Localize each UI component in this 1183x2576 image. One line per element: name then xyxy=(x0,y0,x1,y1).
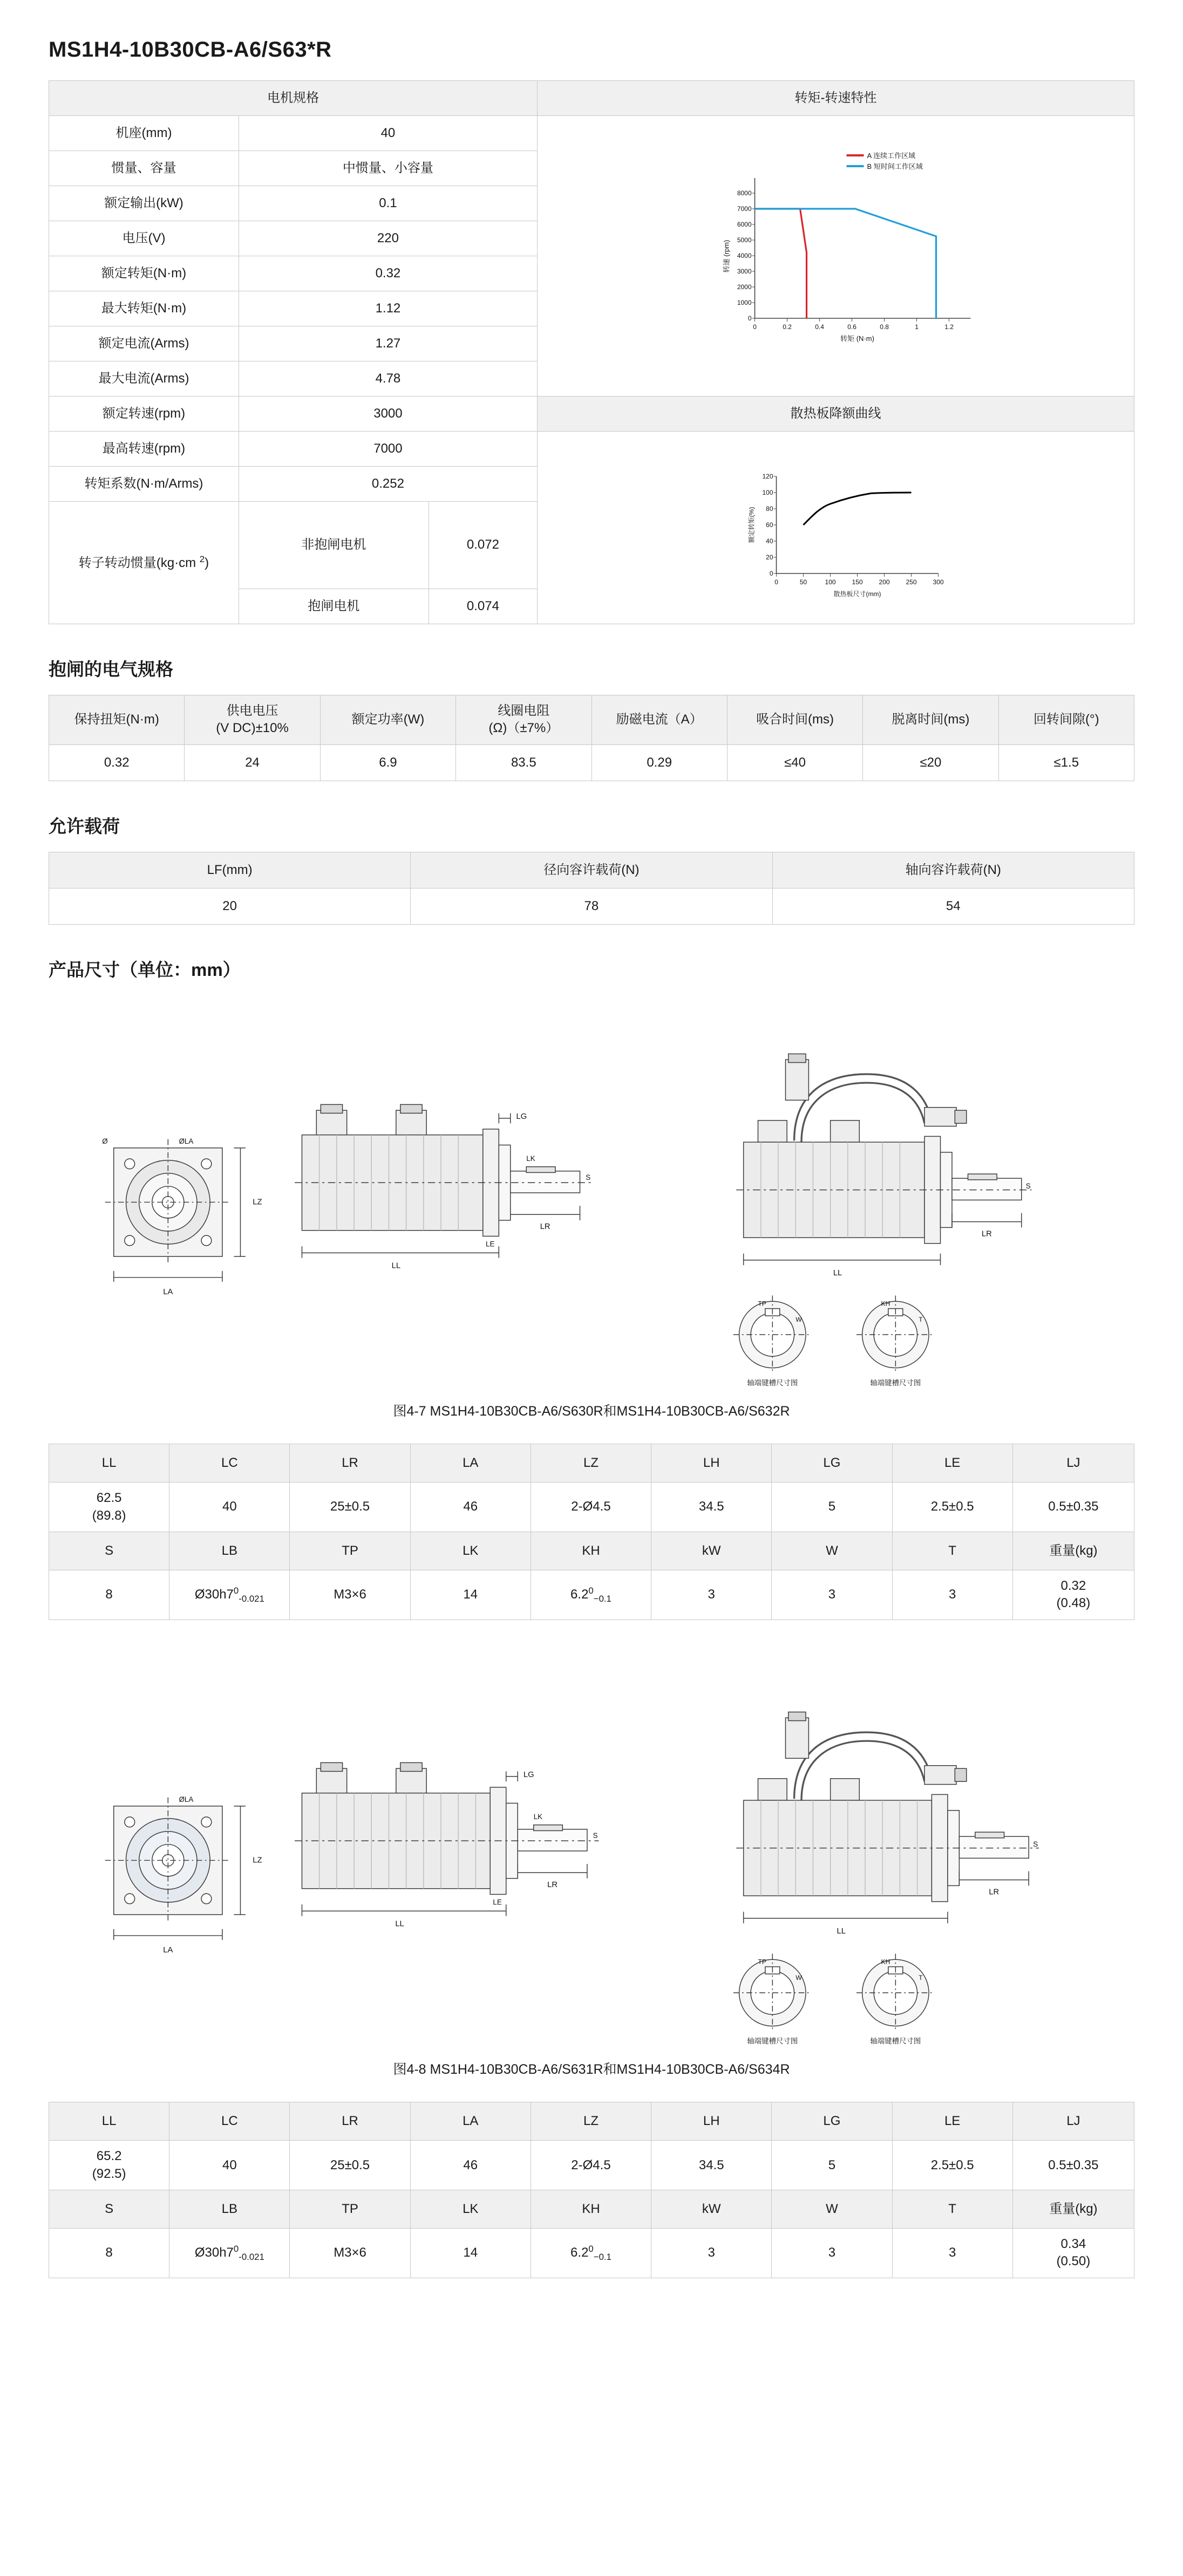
spec-value: 1.12 xyxy=(239,291,537,326)
brake-header-3-line1: 线圈电阻 xyxy=(498,703,550,718)
brake-section-title: 抱闸的电气规格 xyxy=(49,659,173,679)
load-section-title: 允许载荷 xyxy=(49,816,120,836)
dim1-value2-5: 3 xyxy=(651,1570,772,1620)
table-row xyxy=(49,888,1134,924)
svg-text:0.2: 0.2 xyxy=(783,323,792,331)
table-row xyxy=(49,1570,1134,1620)
svg-text:S: S xyxy=(586,1173,591,1181)
dim1-header-8: LJ xyxy=(1012,1444,1134,1482)
svg-text:轴端键槽尺寸图: 轴端键槽尺寸图 xyxy=(870,1378,921,1387)
svg-text:LR: LR xyxy=(540,1222,550,1231)
allowable-load-table xyxy=(49,852,1134,925)
dim2-value2-7: 3 xyxy=(892,2229,1012,2278)
dim1-value-6: 5 xyxy=(772,1482,892,1532)
table-row xyxy=(49,852,1134,888)
dim2-lb-sup: 0 xyxy=(233,2243,239,2254)
heat-derating-chart-cell xyxy=(537,432,1134,624)
table-row xyxy=(49,116,1134,151)
dim2-header2-1: LB xyxy=(169,2190,290,2229)
dim1-header2-1: LB xyxy=(169,1532,290,1570)
load-value-2: 54 xyxy=(772,888,1134,924)
svg-text:T: T xyxy=(919,1973,923,1981)
dim2-value-5: 34.5 xyxy=(651,2141,772,2190)
brake-value-1: 24 xyxy=(185,744,320,781)
spec-value: 1.27 xyxy=(239,326,537,361)
svg-text:S: S xyxy=(593,1831,598,1840)
spec-value: 0.1 xyxy=(239,186,537,221)
spec-value: 40 xyxy=(239,116,537,151)
table-row xyxy=(49,695,1134,745)
load-value-0: 20 xyxy=(49,888,411,924)
svg-text:轴端键槽尺寸图: 轴端键槽尺寸图 xyxy=(870,2037,921,2045)
svg-text:LZ: LZ xyxy=(253,1856,262,1865)
dim1-header-0: LL xyxy=(49,1444,169,1482)
dim1-value-1: 40 xyxy=(169,1482,290,1532)
figure-caption-2: 图4-8 MS1H4-10B30CB-A6/S631R和MS1H4-10B30CB-A6/S634R xyxy=(393,2062,790,2078)
brake-header-0: 保持扭矩(N·m) xyxy=(49,695,185,745)
svg-text:8000: 8000 xyxy=(737,189,752,197)
spec-label: 惯量、容量 xyxy=(49,151,239,186)
dim1-value-4: 2-Ø4.5 xyxy=(531,1482,651,1532)
dim1-header-3: LA xyxy=(410,1444,531,1482)
dim2-weight-sub: (0.50) xyxy=(1056,2254,1091,2269)
dim1-lb-main: Ø30h7 xyxy=(194,1587,234,1602)
dim2-header-0: LL xyxy=(49,2102,169,2141)
dim1-kh-sup: 0 xyxy=(588,1585,594,1596)
dim2-weight xyxy=(1012,2229,1134,2278)
heat-derating-chart xyxy=(540,439,1132,617)
dim2-value2-2: M3×6 xyxy=(290,2229,410,2278)
load-header-0: LF(mm) xyxy=(49,852,411,888)
dim1-value-3: 46 xyxy=(410,1482,531,1532)
spec-label: 额定转矩(N·m) xyxy=(49,256,239,291)
svg-text:250: 250 xyxy=(906,578,917,586)
svg-text:1: 1 xyxy=(915,323,919,331)
dim1-header2-6: W xyxy=(772,1532,892,1570)
dim2-kh-sup: 0 xyxy=(588,2243,594,2254)
dim2-header-2: LR xyxy=(290,2102,410,2141)
svg-text:ØLA: ØLA xyxy=(179,1137,194,1145)
dim2-kh-sub: −0.1 xyxy=(593,2251,611,2262)
figure-4-8 xyxy=(49,1669,1134,2078)
dim1-weight-sub: (0.48) xyxy=(1056,1596,1091,1611)
spec-label: 最高转速(rpm) xyxy=(49,432,239,467)
svg-text:LK: LK xyxy=(526,1154,535,1163)
svg-text:3000: 3000 xyxy=(737,267,752,275)
svg-text:100: 100 xyxy=(762,489,773,496)
svg-text:额定转矩(%): 额定转矩(%) xyxy=(747,507,756,543)
svg-text:1000: 1000 xyxy=(737,298,752,306)
load-value-1: 78 xyxy=(411,888,772,924)
svg-text:Ø: Ø xyxy=(102,1137,108,1145)
dim2-header2-3: LK xyxy=(410,2190,531,2229)
spec-value: 中惯量、小容量 xyxy=(239,151,537,186)
dim2-header-4: LZ xyxy=(531,2102,651,2141)
dim1-value2-7: 3 xyxy=(892,1570,1012,1620)
dim2-value-1: 40 xyxy=(169,2141,290,2190)
dim1-header2-0: S xyxy=(49,1532,169,1570)
brake-value-3: 83.5 xyxy=(456,744,592,781)
dim2-value2-5: 3 xyxy=(651,2229,772,2278)
svg-text:LL: LL xyxy=(395,1919,404,1929)
dim2-header-5: LH xyxy=(651,2102,772,2141)
dim1-value-0-sub: (89.8) xyxy=(92,1508,126,1523)
page-title: MS1H4-10B30CB-A6/S63*R xyxy=(49,38,332,62)
spec-value: 7000 xyxy=(239,432,537,467)
svg-text:转矩 (N·m): 转矩 (N·m) xyxy=(840,334,874,343)
dim2-header-8: LJ xyxy=(1012,2102,1134,2141)
svg-text:0: 0 xyxy=(747,314,752,322)
dim1-header2-2: TP xyxy=(290,1532,410,1570)
dim2-value-0 xyxy=(49,2141,169,2190)
svg-text:S: S xyxy=(1025,1181,1031,1190)
dim2-value-2: 25±0.5 xyxy=(290,2141,410,2190)
torque-speed-svg xyxy=(540,140,1132,372)
svg-text:LL: LL xyxy=(391,1261,401,1270)
dim2-header2-4: KH xyxy=(531,2190,651,2229)
svg-text:LG: LG xyxy=(516,1112,527,1121)
dim1-weight-main: 0.32 xyxy=(1060,1579,1086,1594)
dimension-section-title: 产品尺寸（单位：mm） xyxy=(49,959,241,980)
svg-text:0.4: 0.4 xyxy=(815,323,824,331)
dim1-value-5: 34.5 xyxy=(651,1482,772,1532)
dim1-value-2: 25±0.5 xyxy=(290,1482,410,1532)
table-row xyxy=(49,1482,1134,1532)
dim1-value2-4 xyxy=(531,1570,651,1620)
dim2-value2-4 xyxy=(531,2229,651,2278)
brake-header-5: 吸合时间(ms) xyxy=(727,695,862,745)
svg-text:LR: LR xyxy=(989,1888,1000,1897)
brake-spec-table xyxy=(49,695,1134,781)
table-row xyxy=(49,81,1134,116)
dim1-header-5: LH xyxy=(651,1444,772,1482)
dim2-value-6: 5 xyxy=(772,2141,892,2190)
inertia-item-label: 非抱闸电机 xyxy=(239,502,429,589)
svg-text:LL: LL xyxy=(837,1926,846,1936)
dim2-header-3: LA xyxy=(410,2102,531,2141)
brake-header-7: 回转间隙(°) xyxy=(998,695,1134,745)
load-header-1: 径向容许载荷(N) xyxy=(411,852,772,888)
dim2-value-4: 2-Ø4.5 xyxy=(531,2141,651,2190)
svg-text:0.6: 0.6 xyxy=(847,323,856,331)
dim1-header-1: LC xyxy=(169,1444,290,1482)
svg-text:7000: 7000 xyxy=(737,204,752,213)
figure-4-7 xyxy=(49,1010,1134,1420)
svg-text:LA: LA xyxy=(163,1287,173,1296)
brake-value-0: 0.32 xyxy=(49,744,185,781)
dim1-value2-3: 14 xyxy=(410,1570,531,1620)
dim1-header-7: LE xyxy=(892,1444,1012,1482)
svg-text:W: W xyxy=(796,1973,802,1981)
spec-label: 机座(mm) xyxy=(49,116,239,151)
table-row xyxy=(49,397,1134,432)
brake-header-4: 励磁电流（A） xyxy=(592,695,727,745)
dim1-value-8: 0.5±0.35 xyxy=(1012,1482,1134,1532)
svg-text:0: 0 xyxy=(769,570,773,577)
dim2-value2-1 xyxy=(169,2229,290,2278)
dimension-table-1 xyxy=(49,1444,1134,1620)
svg-text:T: T xyxy=(919,1315,923,1323)
dim1-header2-3: LK xyxy=(410,1532,531,1570)
spec-value: 220 xyxy=(239,221,537,256)
table-row xyxy=(49,744,1134,781)
heat-derating-header: 散热板降额曲线 xyxy=(537,397,1134,432)
inertia-item-value: 0.074 xyxy=(429,589,537,624)
table-row xyxy=(49,2141,1134,2190)
spec-value: 0.32 xyxy=(239,256,537,291)
dim2-header2-0: S xyxy=(49,2190,169,2229)
brake-header-3-line2: (Ω)（±7%） xyxy=(488,721,559,736)
dim2-header2-5: kW xyxy=(651,2190,772,2229)
dim1-lb-sup: 0 xyxy=(233,1585,239,1596)
brake-value-6: ≤20 xyxy=(863,744,998,781)
dim1-value2-6: 3 xyxy=(772,1570,892,1620)
dim2-value-0-sub: (92.5) xyxy=(92,2166,126,2181)
svg-text:80: 80 xyxy=(766,505,773,513)
brake-header-1-line2: (V DC)±10% xyxy=(216,721,289,736)
dim1-header-6: LG xyxy=(772,1444,892,1482)
svg-text:6000: 6000 xyxy=(737,220,752,228)
svg-text:40: 40 xyxy=(766,537,773,545)
spec-value: 4.78 xyxy=(239,361,537,397)
brake-value-7: ≤1.5 xyxy=(998,744,1134,781)
svg-text:120: 120 xyxy=(762,473,773,480)
dim2-header2-6: W xyxy=(772,2190,892,2229)
svg-text:TP: TP xyxy=(758,1958,766,1966)
dim1-header2-4: KH xyxy=(531,1532,651,1570)
inertia-item-label: 抱闸电机 xyxy=(239,589,429,624)
svg-text:LR: LR xyxy=(981,1229,992,1239)
svg-text:2000: 2000 xyxy=(737,283,752,291)
svg-text:KH: KH xyxy=(881,1300,890,1308)
dim2-header2-8: 重量(kg) xyxy=(1012,2190,1134,2229)
dim1-value2-2: M3×6 xyxy=(290,1570,410,1620)
inertia-label: 转子转动惯量(kg·cm $^2$) xyxy=(49,502,239,624)
svg-text:A 连续工作区域: A 连续工作区域 xyxy=(867,151,916,160)
motor-dimension-drawing-2 xyxy=(49,1669,1134,2045)
dim2-value2-3: 14 xyxy=(410,2229,531,2278)
brake-header-3 xyxy=(456,695,592,745)
spec-header-right: 转矩-转速特性 xyxy=(537,81,1134,116)
dim2-value-3: 46 xyxy=(410,2141,531,2190)
dim1-kh-sub: −0.1 xyxy=(593,1593,611,1604)
dim1-value-7: 2.5±0.5 xyxy=(892,1482,1012,1532)
spec-header-left: 电机规格 xyxy=(49,81,538,116)
dim2-header-1: LC xyxy=(169,2102,290,2141)
svg-text:LZ: LZ xyxy=(253,1198,262,1207)
motor-dimension-drawing-1 xyxy=(49,1010,1134,1386)
dim1-header-4: LZ xyxy=(531,1444,651,1482)
spec-value: 0.252 xyxy=(239,467,537,502)
brake-header-1 xyxy=(185,695,320,745)
spec-label: 转矩系数(N·m/Arms) xyxy=(49,467,239,502)
dim2-weight-main: 0.34 xyxy=(1060,2237,1086,2252)
table-row xyxy=(49,1444,1134,1482)
svg-text:LA: LA xyxy=(163,1945,173,1955)
motor-spec-table xyxy=(49,80,1134,624)
dim1-kh-main: 6.2 xyxy=(570,1587,589,1602)
dim1-value2-1 xyxy=(169,1570,290,1620)
dim1-header2-5: kW xyxy=(651,1532,772,1570)
svg-text:100: 100 xyxy=(825,578,836,586)
torque-speed-chart-cell xyxy=(537,116,1134,397)
svg-text:150: 150 xyxy=(852,578,863,586)
svg-text:LG: LG xyxy=(523,1771,534,1780)
spec-label: 电压(V) xyxy=(49,221,239,256)
spec-label: 最大转矩(N·m) xyxy=(49,291,239,326)
svg-text:60: 60 xyxy=(766,521,773,529)
svg-text:S: S xyxy=(1033,1840,1038,1848)
figure-caption-1: 图4-7 MS1H4-10B30CB-A6/S630R和MS1H4-10B30CB-A6/S632R xyxy=(393,1404,790,1419)
table-row xyxy=(49,2102,1134,2141)
svg-text:0.8: 0.8 xyxy=(880,323,889,331)
svg-text:0: 0 xyxy=(753,323,757,331)
dim2-header-7: LE xyxy=(892,2102,1012,2141)
svg-text:TP: TP xyxy=(758,1300,766,1308)
brake-value-2: 6.9 xyxy=(320,744,455,781)
svg-text:LL: LL xyxy=(833,1268,842,1277)
dim1-header-2: LR xyxy=(290,1444,410,1482)
brake-header-6: 脱离时间(ms) xyxy=(863,695,998,745)
inertia-item-value: 0.072 xyxy=(429,502,537,589)
svg-text:转速 (rpm): 转速 (rpm) xyxy=(722,240,731,272)
heat-derating-svg xyxy=(540,439,1132,617)
dim2-header2-7: T xyxy=(892,2190,1012,2229)
chart-legend xyxy=(846,152,922,170)
dim1-weight xyxy=(1012,1570,1134,1620)
dim2-value2-6: 3 xyxy=(772,2229,892,2278)
dim1-header2-7: T xyxy=(892,1532,1012,1570)
torque-speed-chart xyxy=(540,140,1132,372)
dim2-header2-2: TP xyxy=(290,2190,410,2229)
table-row xyxy=(49,1532,1134,1570)
brake-value-5: ≤40 xyxy=(727,744,862,781)
dim2-value-7: 2.5±0.5 xyxy=(892,2141,1012,2190)
dim1-header2-8: 重量(kg) xyxy=(1012,1532,1134,1570)
table-row xyxy=(49,432,1134,467)
dim2-header-6: LG xyxy=(772,2102,892,2141)
spec-label: 额定电流(Arms) xyxy=(49,326,239,361)
dim1-value-0 xyxy=(49,1482,169,1532)
svg-text:4000: 4000 xyxy=(737,251,752,259)
spec-label: 最大电流(Arms) xyxy=(49,361,239,397)
svg-text:1.2: 1.2 xyxy=(944,323,954,331)
spec-value: 3000 xyxy=(239,397,537,432)
table-row xyxy=(49,2190,1134,2229)
svg-text:轴端键槽尺寸图: 轴端键槽尺寸图 xyxy=(747,2037,798,2045)
svg-text:KH: KH xyxy=(881,1958,890,1966)
dimension-table-2 xyxy=(49,2102,1134,2278)
dim1-value2-0: 8 xyxy=(49,1570,169,1620)
table-row xyxy=(49,2229,1134,2278)
brake-header-1-line1: 供电电压 xyxy=(226,703,278,718)
dim2-value2-0: 8 xyxy=(49,2229,169,2278)
spec-label: 额定转速(rpm) xyxy=(49,397,239,432)
brake-header-2: 额定功率(W) xyxy=(320,695,455,745)
svg-text:散热板尺寸(mm): 散热板尺寸(mm) xyxy=(833,590,881,598)
svg-text:B 短时间工作区域: B 短时间工作区域 xyxy=(867,162,923,170)
dim2-lb-sub: -0.021 xyxy=(239,2251,264,2262)
dim2-value-8: 0.5±0.35 xyxy=(1012,2141,1134,2190)
dim2-value-0-main: 65.2 xyxy=(96,2149,122,2164)
dim1-value-0-main: 62.5 xyxy=(96,1491,122,1506)
svg-text:300: 300 xyxy=(933,578,944,586)
svg-text:ØLA: ØLA xyxy=(179,1795,194,1803)
svg-text:50: 50 xyxy=(799,578,807,586)
svg-text:LE: LE xyxy=(493,1898,502,1907)
spec-label: 额定输出(kW) xyxy=(49,186,239,221)
svg-text:20: 20 xyxy=(766,554,773,561)
svg-text:LK: LK xyxy=(533,1812,543,1821)
svg-text:轴端键槽尺寸图: 轴端键槽尺寸图 xyxy=(747,1378,798,1387)
svg-text:W: W xyxy=(796,1315,802,1323)
svg-text:0: 0 xyxy=(774,578,778,586)
brake-value-4: 0.29 xyxy=(592,744,727,781)
dim2-lb-main: Ø30h7 xyxy=(194,2245,234,2260)
dim2-kh-main: 6.2 xyxy=(570,2245,589,2260)
svg-text:LE: LE xyxy=(486,1240,495,1248)
dim1-lb-sub: -0.021 xyxy=(239,1593,264,1604)
svg-text:LR: LR xyxy=(547,1880,557,1889)
svg-text:200: 200 xyxy=(879,578,890,586)
svg-text:5000: 5000 xyxy=(737,236,752,244)
load-header-2: 轴向容许载荷(N) xyxy=(772,852,1134,888)
